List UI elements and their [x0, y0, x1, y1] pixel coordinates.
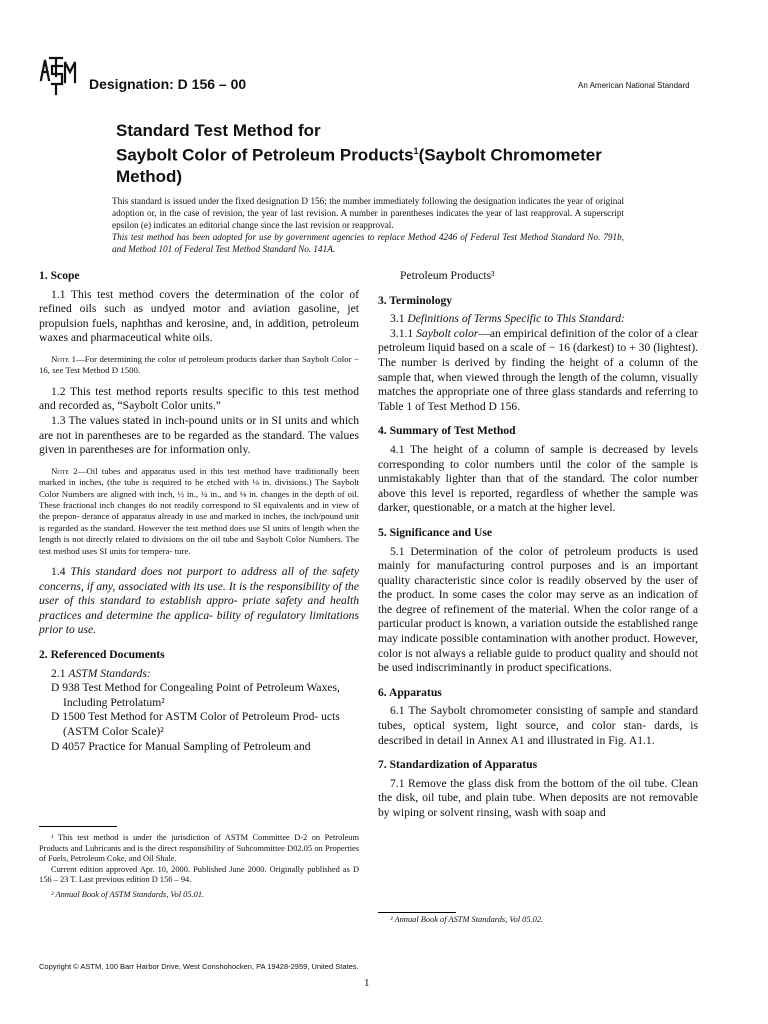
title-footnote-marker: 1: [413, 146, 419, 156]
para-1-2: 1.2 This test method reports results specific to this test method and recorded as, “Saybolt Color units.”: [39, 384, 359, 413]
para-2-1-number: 2.1: [51, 666, 69, 680]
para-1-1: 1.1 This test method covers the determination of the color of refined oils such as undyed motor and aviation gasoline, jet propulsion fuels, naphthas and kerosine, and, in addition, petroleum waxes and pharmaceutical white oils.: [39, 287, 359, 345]
para-3-1-1-term: Saybolt color: [416, 326, 479, 340]
right-column: [378, 269, 698, 821]
note-2-label: Note: [51, 465, 70, 476]
left-column: [39, 269, 359, 754]
preface: [112, 195, 624, 255]
title-line-3: Method): [116, 166, 183, 186]
para-3-1-number: 3.1: [390, 312, 408, 326]
section-3-heading: 3. Terminology: [378, 293, 453, 307]
para-1-4: [39, 565, 359, 638]
footnote-3: ³ Annual Book of ASTM Standards, Vol 05.02.: [390, 915, 544, 924]
footnote-rule-right: [378, 912, 456, 913]
footnote-1-edition: Current edition approved Apr. 10, 2000. Published June 2000. Originally published as D 156 – 23 T. Last previous edition D 156 – 94.: [39, 864, 359, 885]
para-7-1: 7.1 Remove the glass disk from the bottom of the oil tube. Clean the disk, oil tube, and plain tube. When deposits are not removable by wiping or solvent rinsing, wash with soap and: [378, 776, 698, 819]
preface-designation-note: This standard is issued under the fixed designation D 156; the number immediately following the designation indicates the year of original adoption or, in the case of revision, the year of last revision. A number in parentheses indicates the year of last reapproval. A superscript epsilon (e) indicates an editorial change since the last revision or reapproval.: [112, 196, 624, 230]
title-line-2a: Saybolt Color of Petroleum Products: [116, 145, 414, 165]
para-1-3: 1.3 The values stated in inch-pound units or in SI units and which are not in parentheses are to be regarded as the standard. The values given in parentheses are for information only.: [39, 413, 359, 457]
para-5-1: 5.1 Determination of the color of petroleum products is used mainly for manufacturing control purposes and is an important quality characteristic since color is readily observed by the user of the product. In some cases the color may serve as an indication of the degree of refinement of the material. When the color range of a particular product is known, a variation outside the established range may indicate possible contamination with another product. However, color is not always a reliable guide to product quality and should not be used indiscriminantly in product specifications.: [378, 544, 698, 675]
note-2: [39, 466, 359, 557]
preface-government-note: This test method has been adopted for use by government agencies to replace Method 4246 of Federal Test Method Standard No. 791b, and Method 101 of Federal Test Method Standard No. 141A.: [112, 232, 624, 254]
reference-d938: D 938 Test Method for Congealing Point of Petroleum Waxes, Including Petrolatum²: [51, 681, 340, 709]
title-line-2: [116, 141, 656, 166]
section-4-heading: 4. Summary of Test Method: [378, 424, 516, 438]
para-3-1-1: [378, 327, 698, 415]
reference-d4057: D 4057 Practice for Manual Sampling of Petroleum and: [51, 739, 311, 753]
footnote-1: ¹ This test method is under the jurisdiction of ASTM Committee D-2 on Petroleum Products and Lubricants and is the direct responsibility of Subcommittee D02.05 on Properties of Fuels, Petroleum Coke, and Oil Shale.: [39, 833, 359, 864]
page-number: 1: [364, 977, 370, 989]
footnotes-right: [378, 912, 698, 926]
para-3-1-text: Definitions of Terms Specific to This Standard:: [407, 312, 625, 326]
section-6-heading: 6. Apparatus: [378, 685, 442, 699]
para-2-1-text: ASTM Standards:: [68, 666, 151, 680]
para-2-1: [39, 667, 359, 682]
title-line-1: Standard Test Method for: [116, 121, 321, 140]
section-2-heading: 2. Referenced Documents: [39, 647, 165, 661]
note-2-text: 2—Oil tubes and apparatus used in this test method have traditionally been marked in inches, (the tube is required to be etched with ⅛ in. divisions.) The Saybolt Color Numbers are aligned with inch, ½ in., ¼ in., and ⅛ in. changes in the depth of oil. These fractional inch changes do not readily correspond to SI equivalents and in view of the prepon- derance of apparatus already in use and marked in inches, the inch/pound unit is regarded as the standard. However the test method does use SI units of length when the length is not directly related to divisions on the oil tube and Saybolt Color Numbers. The test method uses SI units for tempera- ture.: [39, 465, 359, 556]
reference-d1500: D 1500 Test Method for ASTM Color of Petroleum Prod- ucts (ASTM Color Scale)²: [51, 710, 340, 738]
footnotes-left: [39, 826, 359, 901]
footnote-2: ² Annual Book of ASTM Standards, Vol 05.01.: [51, 889, 205, 899]
para-3-1: [378, 312, 698, 327]
para-1-4-text: This standard does not purport to address all of the safety concerns, if any, associated with its use. It is the responsibility of the user of this standard to establish appro- priate safety and health practices and determine the applica- bility of regulatory limitations prior to use.: [39, 565, 360, 637]
astm-logo: [38, 52, 78, 96]
section-1-heading: 1. Scope: [39, 269, 80, 282]
note-1-label: Note: [51, 353, 70, 364]
para-4-1: 4.1 The height of a column of sample is decreased by levels corresponding to color numbers until the color of the sample is unmistakably lighter than that of the standard. The color number above this level is reported, regardless of whether the sample was darker, questionable, or a match at the higher level.: [378, 442, 698, 515]
note-1-text: 1—For determining the color of petroleum products darker than Saybolt Color − 16, see Test Method D 1500.: [39, 353, 359, 376]
copyright-notice: Copyright © ASTM, 100 Barr Harbor Drive, West Conshohocken, PA 19428-2959, United States.: [39, 962, 359, 971]
designation: Designation: D 156 – 00: [89, 76, 247, 92]
para-3-1-1-text: —an empirical definition of the color of a clear petroleum liquid based on a scale of − 16 (darkest) to + 30 (lightest). The number is derived by finding the height of a column of the sample that, when viewed through the length of the column, visually matches the appropriate one of three glass standards and referring to Table 1 of Test Method D 156.: [378, 326, 698, 413]
footnote-rule: [39, 826, 117, 827]
document-title: [116, 120, 656, 187]
section-5-heading: 5. Significance and Use: [378, 525, 493, 539]
section-7-heading: 7. Standardization of Apparatus: [378, 758, 538, 772]
para-3-1-1-number: 3.1.1: [390, 326, 417, 340]
title-line-2b: (Saybolt Chromometer: [418, 145, 602, 165]
national-standard-label: An American National Standard: [578, 81, 690, 90]
reference-d4057-continued: Petroleum Products³: [400, 269, 495, 282]
para-6-1: 6.1 The Saybolt chromometer consisting of sample and standard tubes, optical system, light source, and color stan- dards, is described in detail in Annex A1 and illustrated in Fig. A1.1.: [378, 704, 698, 747]
para-1-4-number: 1.4: [51, 565, 71, 578]
note-1: [39, 354, 359, 377]
